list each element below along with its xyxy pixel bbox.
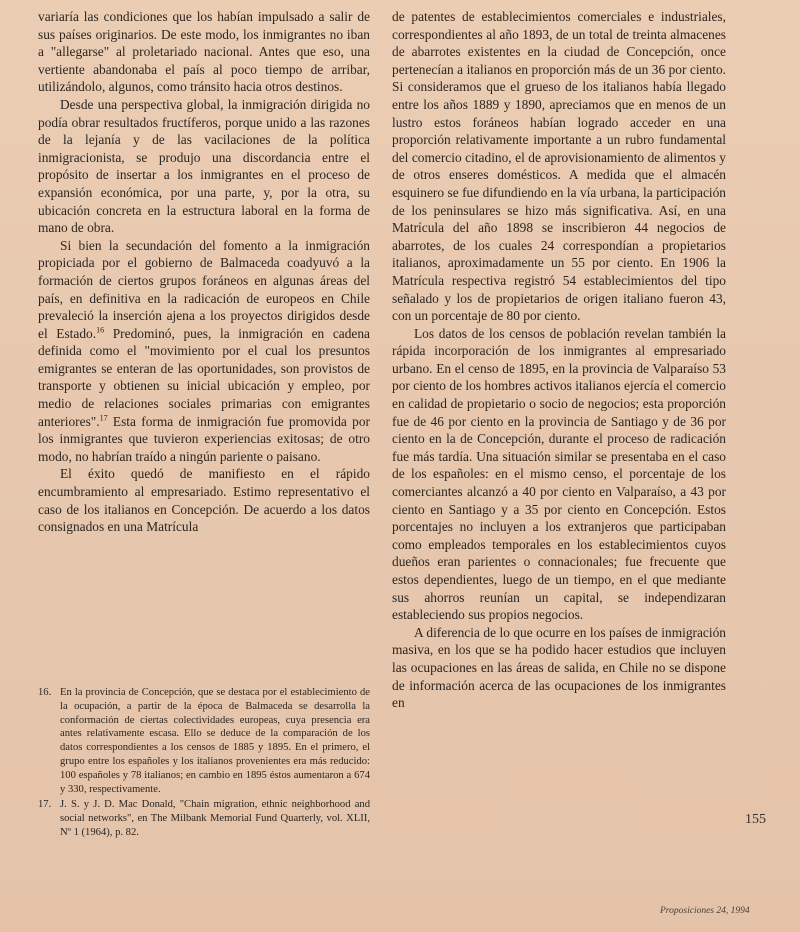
footnote-ref: 16 <box>96 325 105 335</box>
footnote <box>38 686 370 796</box>
footnote-text: En la provincia de Concepción, que se destaca por el establecimiento de la ocupación, a partir de la época de Balmaceda se desarrolla la conformación de ciertas colectividades europeas, cuya presencia era antes relativamente escasa. Ello se deduce de la comparación de los datos correspondientes a los censos de 1885 y 1895. En el primero, el grupo entre los españoles y los italianos provenientes era más reducido: 100 españoles y 78 italianos; en cambio en 1895 éstos aumentaron a 674 y 330, respectivamente. <box>60 687 370 795</box>
paragraph: A diferencia de lo que ocurre en los países de inmigración masiva, en los que se ha podido hacer estudios que incluyen las ocupaciones en las áreas de salida, en Chile no se dispone de información acerca de las ocupaciones de los inmigrantes en <box>392 624 726 711</box>
paragraph: Desde una perspectiva global, la inmigración dirigida no podía obrar resultados fructíferos, porque unido a las razones de la lejanía y de las vacilaciones de la política inmigracionista, se produjo una discordancia entre el propósito de insertar a los inmigrantes en el proceso de expansión económica, por una parte, y, por la otra, su ubicación concreta en la estructura laboral en la forma de mano de obra. <box>38 96 370 236</box>
paragraph <box>38 237 370 466</box>
left-column <box>38 8 370 536</box>
footnote-ref: 17 <box>99 413 108 423</box>
paragraph-text: Predominó, pues, la inmigración en cadena definida como el "movimiento por el cual los presuntos emigrantes se enteran de las oportunidades, son provistos de transporte y obtienen su inicial ubicación y empleo, por medio de relaciones sociales primarias con emigrantes anteriores". <box>38 325 371 429</box>
paragraph: variaría las condiciones que los habían impulsado a salir de sus países originarios. De este modo, los inmigrantes no iban a "allegarse" al proletariado nacional. Antes que eso, una vertiente abandonaba el país al poco tiempo de arribar, utilizándolo, algunos, como tránsito hacia otros destinos. <box>38 9 370 95</box>
footnote-number: 17. <box>38 799 52 811</box>
page-number: 155 <box>745 812 766 827</box>
footnotes <box>38 686 370 842</box>
footnote <box>38 798 370 839</box>
paragraph: Los datos de los censos de población revelan también la rápida incorporación de los inmigrantes al empresariado urbano. En el censo de 1895, en la provincia de Valparaíso 53 por ciento de los hombres activos italianos ejercía el comercio en calidad de propietario o socio de negocios; esta proporción fue de 46 por ciento en la provincia de Santiago y de 36 por ciento en la de Concepción, durante el proceso de radicación fue más tardía. Una situación similar se presentaba en el caso de los españoles: en el mismo censo, el porcentaje de los comerciantes alcanzó a 40 por ciento en Valparaíso, a 43 por ciento en Santiago y a 35 por ciento en Concepción. Estos porcentajes no incluyen a los extranjeros que participaban como empleados temporales en los establecimientos cuyos dueños eran parientes o connacionales; fue frecuente que estos dependientes, luego de un tiempo, en el que mediante sus ahorros reunían un capital, se independizaran estableciendo sus propios negocios. <box>392 325 726 623</box>
paragraph: de patentes de establecimientos comerciales e industriales, correspondientes al año 1893, de un total de treinta almacenes de abarrotes existentes en la ciudad de Concepción, once pertenecían a italianos en proporción más de un 36 por ciento. Si consideramos que el grueso de los italianos había llegado entre los años 1889 y 1890, apreciamos que en menos de un lustro estos foráneos habían logrado acceder en una proporción relativamente importante a un rubro fundamental del comercio citadino, el de aprovisionamiento de alimentos y de otros enseres domésticos. A medida que el almacén esquinero se fue difundiendo en la vía urbana, la participación de los peninsulares se hizo más significativa. Así, en una Matrícula del año 1898 se inscribieron 44 negocios de abarrotes, de los cuales 24 correspondían a propietarios italianos, aproximadamente un 55 por ciento. En 1906 la Matrícula respectiva registró 54 establecimientos del tipo señalado y los de propietarios de origen italiano fueron 43, con un porcentaje de 80 por ciento. <box>392 9 726 324</box>
footnote-text: J. S. y J. D. Mac Donald, "Chain migration, ethnic neighborhood and social networks", en The Milbank Memorial Fund Quarterly, vol. XLII, Nº 1 (1964), p. 82. <box>60 799 370 838</box>
paragraph-text: Si bien la secundación del fomento a la inmigración propiciada por el gobierno de Balmaceda coadyuvó a la formación de ciertos grupos foráneos en algunas áreas del país, en definitiva en la radicación de europeos en Chile prevaleció la inserción ajena a los proyectos dirigidos desde el Estado. <box>38 237 370 341</box>
footnote-number: 16. <box>38 687 52 698</box>
paragraph-text: Esta forma de inmigración fue promovida por los inmigrantes que tuvieron experiencias exitosas; de otro modo, no habrían traído a ningún pariente o paisano. <box>38 413 370 464</box>
right-column <box>392 8 726 712</box>
paragraph: El éxito quedó de manifiesto en el rápido encumbramiento al empresariado. Estimo representativo el caso de los italianos en Concepción. De acuerdo a los datos consignados en una Matrícula <box>38 466 370 535</box>
running-footer: Proposiciones 24, 1994 <box>660 906 750 916</box>
